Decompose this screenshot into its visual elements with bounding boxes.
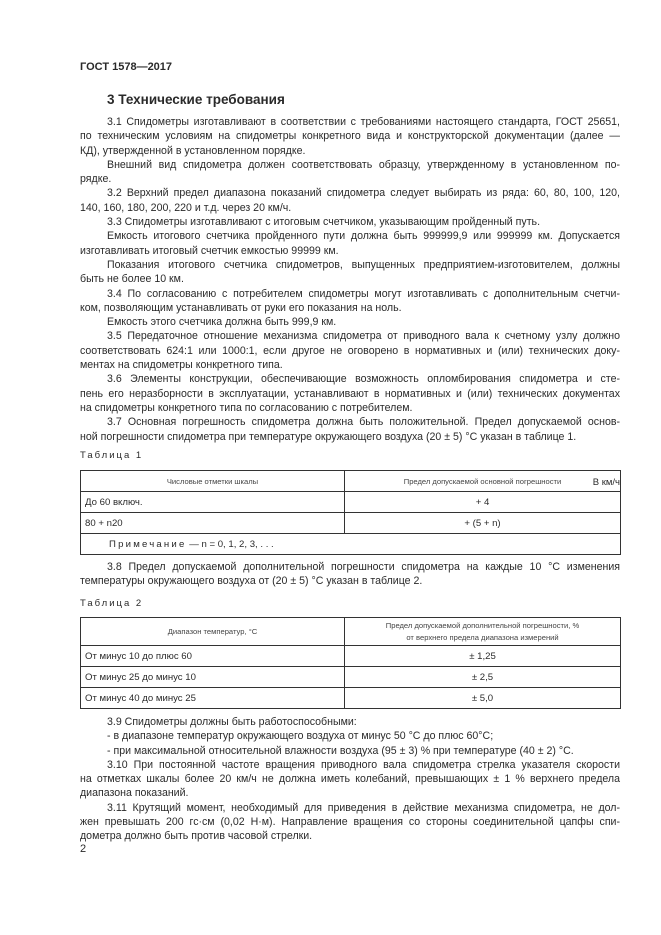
paragraph-line: Внешний вид спидометра должен соответствовать образцу, утвержденному в установленном по- bbox=[107, 158, 620, 171]
paragraph-line: быть не более 10 км. bbox=[80, 273, 184, 286]
table-header-cell: Предел допускаемой основной погрешности bbox=[345, 471, 621, 492]
paragraph-line: дометра должно быть против часовой стрелки. bbox=[80, 830, 313, 843]
paragraph-line: 3.7 Основная погрешность спидометра должна быть положительной. Предел допускаемой основ- bbox=[107, 416, 620, 429]
table1-caption: Таблица 1 bbox=[80, 450, 144, 461]
table-header-cell: Числовые отметки шкалы bbox=[81, 471, 345, 492]
header-line: от верхнего предела диапазона измерений bbox=[406, 632, 559, 642]
table-cell: От минус 40 до минус 25 bbox=[81, 688, 345, 709]
paragraph-line: ментах на спидометры конкретного типа. bbox=[80, 359, 283, 372]
note-label: Примечание bbox=[109, 538, 187, 550]
paragraph-line: 3.8 Предел допускаемой дополнительной погрешности спидометра на каждые 10 °С изменения bbox=[107, 561, 620, 573]
paragraph-line: рядке. bbox=[80, 173, 112, 186]
paragraph-line: жен превышать 200 гс·см (0,02 Н·м). Направление вращения со стороны соединительной цапфы спи- bbox=[80, 816, 620, 829]
paragraph-line: диапазона показаний. bbox=[80, 787, 189, 800]
paragraph-line: 3.3 Спидометры изготавливают с итоговым счетчиком, указывающим пройденный путь. bbox=[107, 216, 541, 229]
paragraph-line: изготавливать итоговый счетчик емкостью 99999 км. bbox=[80, 244, 339, 257]
paragraph-line: 3.1 Спидометры изготавливают в соответствии с требованиями настоящего стандарта, ГОСТ 25651, bbox=[107, 116, 620, 128]
table-cell: + 4 bbox=[345, 492, 621, 513]
document-code: ГОСТ 1578—2017 bbox=[80, 61, 173, 73]
table-row bbox=[81, 688, 621, 709]
table1-unit: В км/ч bbox=[592, 477, 620, 488]
paragraph-line: Емкость этого счетчика должна быть 999,9 км. bbox=[107, 316, 337, 329]
paragraph-line: - в диапазоне температур окружающего воздуха от минус 50 °С до плюс 60°С; bbox=[107, 730, 494, 743]
paragraph-line: ной погрешности спидометра при температуре окружающего воздуха (20 ± 5) °С указан в таблице 1. bbox=[80, 430, 577, 443]
paragraph-line: КД), утвержденной в установленном порядке. bbox=[80, 144, 306, 157]
paragraph-line: - при максимальной относительной влажности воздуха (95 ± 3) % при температуре (40 ± 2) °С. bbox=[107, 744, 574, 757]
table-header-cell bbox=[345, 618, 621, 646]
page-number: 2 bbox=[80, 843, 87, 855]
table-cell: ± 5,0 bbox=[345, 688, 621, 709]
table-cell: + (5 + n) bbox=[345, 513, 621, 534]
table-header-cell: Диапазон температур, °С bbox=[81, 618, 345, 646]
section-title: 3 Технические требования bbox=[107, 92, 285, 107]
table-row bbox=[81, 667, 621, 688]
table-note bbox=[81, 534, 621, 555]
table2-caption: Таблица 2 bbox=[80, 598, 144, 609]
paragraph-line: 3.10 При постоянной частоте вращения приводного вала спидометра стрелка указателя скорости bbox=[107, 758, 620, 771]
table-cell: До 60 включ. bbox=[81, 492, 345, 513]
table-header-row bbox=[81, 618, 621, 646]
paragraph-line: 140, 160, 180, 200, 220 и т.д. через 20 км/ч. bbox=[80, 201, 292, 214]
paragraph-line: на отметках шкалы более 20 км/ч не должна иметь колебаний, превышающих ± 1 % верхнего предела bbox=[80, 773, 620, 786]
paragraph-line: 3.4 По согласованию с потребителем спидометры могут изготавливать с дополнительным счетчи- bbox=[107, 287, 620, 300]
table-row bbox=[81, 646, 621, 667]
table-row bbox=[81, 492, 621, 513]
paragraph-line: 3.6 Элементы конструкции, обеспечивающие возможность опломбирования спидометра и сте- bbox=[107, 373, 620, 386]
paragraph-line: по техническим условиям на спидометры конкретного вида и конструкторской документации (далее — bbox=[80, 130, 620, 143]
table-cell: 80 + n20 bbox=[81, 513, 345, 534]
text-block-2 bbox=[80, 560, 620, 589]
table-note-row bbox=[81, 534, 621, 555]
paragraph-line: температуры окружающего воздуха от (20 ± 5) °С указан в таблице 2. bbox=[80, 575, 423, 588]
text-block-3 bbox=[80, 715, 620, 844]
table-cell: От минус 25 до минус 10 bbox=[81, 667, 345, 688]
header-line: Предел допускаемой дополнительной погрешности, % bbox=[385, 620, 580, 630]
table-1 bbox=[80, 470, 621, 555]
paragraph-line: Показания итогового счетчика спидометров, выпущенных предприятием-изготовителем, должны bbox=[107, 258, 620, 271]
table-header-row bbox=[81, 471, 621, 492]
paragraph-line: на спидометры конкретного типа по согласованию с потребителем. bbox=[80, 401, 413, 414]
paragraph-line: Емкость итогового счетчика пройденного пути должна быть 999999,9 или 999999 км. Допускается bbox=[107, 230, 620, 243]
note-text: — n = 0, 1, 2, 3, . . . bbox=[186, 538, 274, 550]
paragraph-line: ком, позволяющим устанавливать от руки его показания на ноль. bbox=[80, 301, 402, 314]
paragraph-line: соответствовать 624:1 или 1000:1, если другое не оговорено в нормативных и (или) технических доку- bbox=[80, 344, 620, 357]
paragraph-line: 3.5 Передаточное отношение механизма спидометра от приводного вала к счетному узлу должно bbox=[107, 330, 620, 343]
paragraph-line: пень его неразборности в эксплуатации, устанавливают в нормативных и (или) технических документах bbox=[80, 387, 620, 400]
paragraph-line: 3.2 Верхний предел диапазона показаний спидометра следует выбирать из ряда: 60, 80, 100, 120, bbox=[107, 187, 620, 200]
table-cell: ± 1,25 bbox=[345, 646, 621, 667]
table-2 bbox=[80, 617, 621, 709]
text-block-1 bbox=[80, 115, 620, 444]
paragraph-line: 3.11 Крутящий момент, необходимый для приведения в действие механизма спидометра, не дол- bbox=[107, 801, 620, 814]
table-cell: От минус 10 до плюс 60 bbox=[81, 646, 345, 667]
table-row bbox=[81, 513, 621, 534]
table-cell: ± 2,5 bbox=[345, 667, 621, 688]
paragraph-line: 3.9 Спидометры должны быть работоспособными: bbox=[107, 716, 357, 728]
